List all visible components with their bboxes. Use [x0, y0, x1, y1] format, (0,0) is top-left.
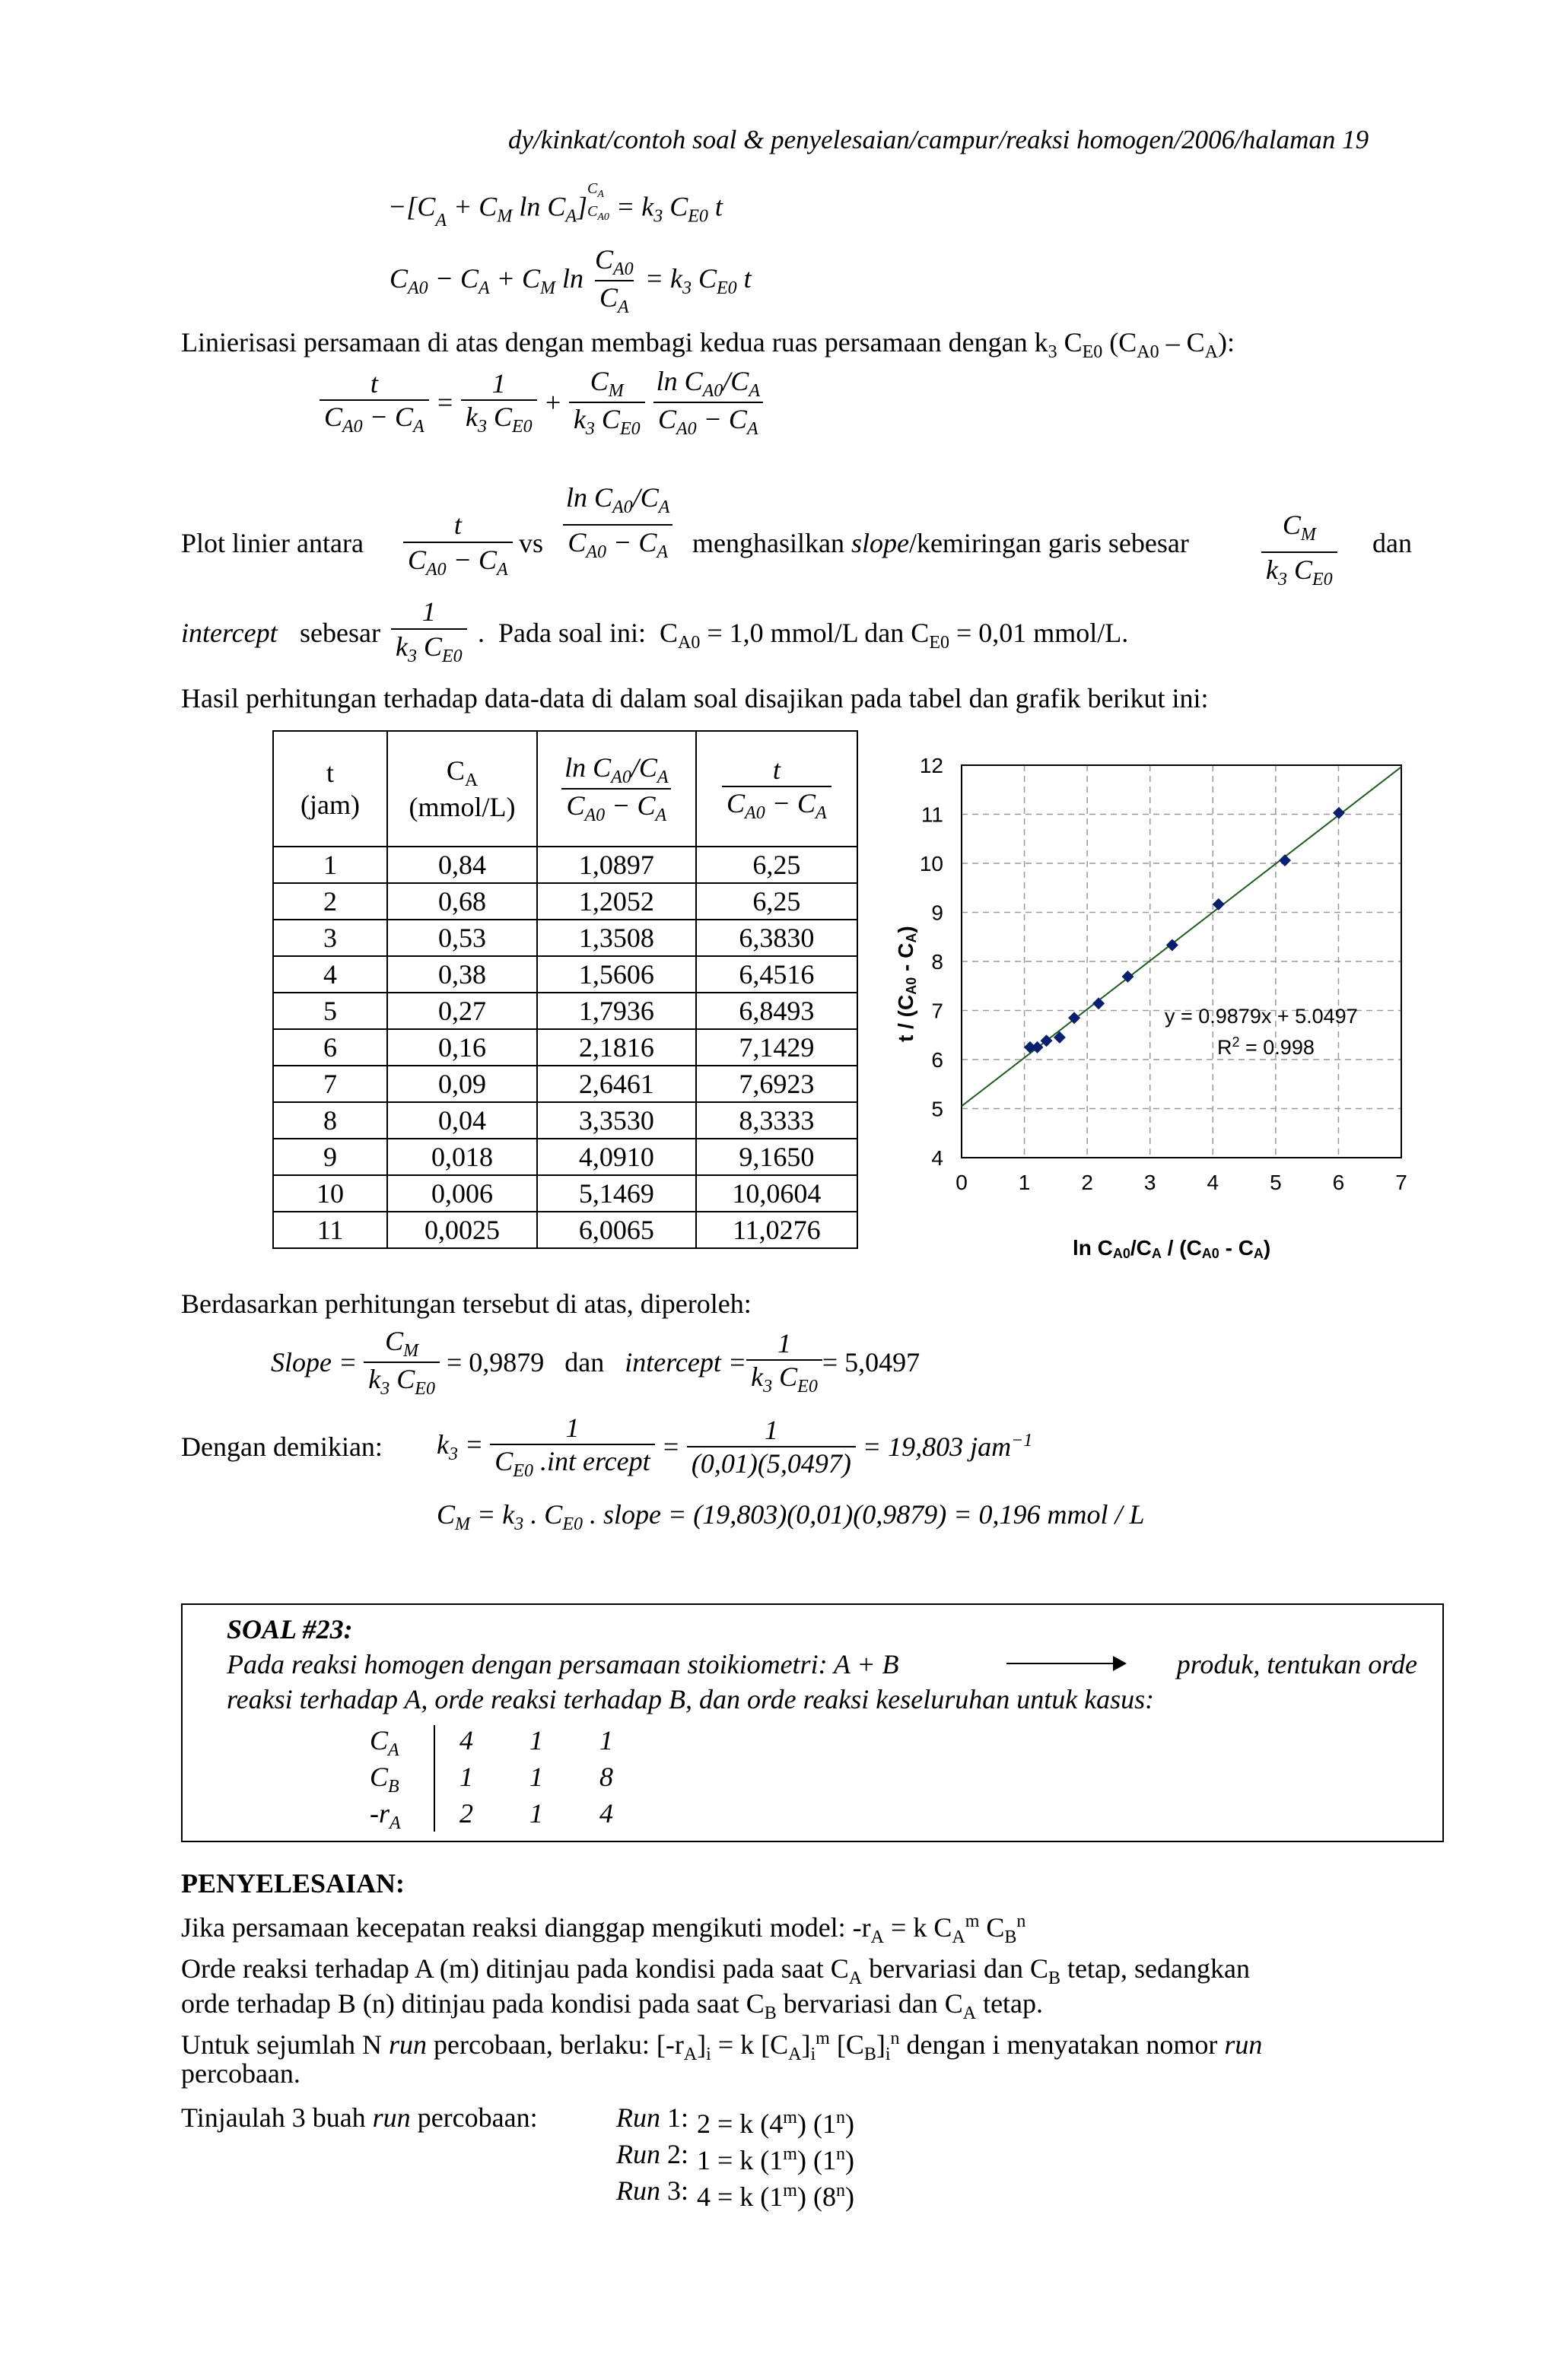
equation-2: $C_{A0} - C_A + C_M$ ln $\frac{C_{A0}}{C_A}$ = $k_3$ $C_{E0}$ t: [390, 244, 752, 318]
header-ln: $\frac{\ln C_{A0}/C_A}{C_{A0} - C_A}$: [537, 731, 696, 847]
table-cell: 1: [273, 847, 387, 883]
run-line: Run 1: 2 = k (4$^m$) (1$^n$): [616, 2102, 854, 2139]
table-cell: 1,5606: [537, 956, 696, 993]
soal-row-label: $-r_A$: [370, 1798, 401, 1834]
table-cell: 6,4516: [696, 956, 857, 993]
table-cell: 5,1469: [537, 1175, 696, 1212]
table-cell: 7,6923: [696, 1066, 857, 1102]
table-cell: 1,2052: [537, 883, 696, 920]
table-cell: 0,0025: [387, 1212, 537, 1248]
table-cell: 1,7936: [537, 993, 696, 1029]
table-row: [273, 1029, 857, 1066]
table-cell: 11,0276: [696, 1212, 857, 1248]
table-cell: 6,3830: [696, 920, 857, 956]
table-cell: 10: [273, 1175, 387, 1212]
chart-grid: [962, 765, 1401, 1158]
table-row: [273, 1175, 857, 1212]
run-list: [616, 2101, 936, 2210]
soal-value: 1: [529, 1798, 543, 1829]
penyelesaian-p6: Tinjaulah 3 buah run percobaan:: [181, 2102, 538, 2133]
table-cell: 0,84: [387, 847, 537, 883]
table-row: [273, 920, 857, 956]
x-tick-label: 3: [1143, 1171, 1156, 1194]
slope-intercept-equation: Slope = $\frac{C_M}{k_3 C_{E0}}$ = 0,9879 dan intercept = $\frac{1}{k_3 C_{E0}}$ = 5,0497: [271, 1326, 920, 1400]
table-cell: 0,53: [387, 920, 537, 956]
table-cell: 3: [273, 920, 387, 956]
table-row: [273, 847, 857, 883]
table-cell: 0,09: [387, 1066, 537, 1102]
soal-value: 4: [459, 1725, 473, 1756]
intercept-text: intercept sebesar $\frac{1}{k_3 C_{E0}}$ . Pada soal ini: $C_{A0} = 1,0$ mmol/L dan $C_{E0} = 0,01$ mmol/L.: [181, 595, 1413, 678]
penyelesaian-title: PENYELESAIAN:: [181, 1868, 405, 1899]
equation-linearized: $\frac{t}{C_{A0} - C_A}$ = $\frac{1}{k_3 C_{E0}}$ + $\frac{C_M}{k_3 C_{E0}}$ $\frac{\ln C_{A0}/C_A}{C_{A0} - C_A}$: [320, 365, 765, 440]
table-cell: 1,3508: [537, 920, 696, 956]
penyelesaian-p1: Jika persamaan kecepatan reaksi dianggap mengikuti model: $-r_A = k$ $C_A^m$ $C_B^n$: [181, 1911, 1026, 1948]
table-cell: 11: [273, 1212, 387, 1248]
soal-row: [370, 1797, 644, 1833]
table-cell: 0,16: [387, 1029, 537, 1066]
data-point: [1333, 807, 1345, 819]
table-cell: 6,8493: [696, 993, 857, 1029]
y-tick-label: 11: [920, 802, 943, 827]
x-tick-label: 5: [1270, 1171, 1282, 1194]
y-tick-label: 7: [931, 999, 943, 1023]
table-cell: 4: [273, 956, 387, 993]
penyelesaian-p3: orde terhadap B (n) ditinjau pada kondisi pada saat $C_B$ bervariasi dan $C_A$ tetap.: [181, 1988, 1044, 2024]
table-cell: 2,1816: [537, 1029, 696, 1066]
soal-value: 1: [529, 1762, 543, 1792]
hasil-text: Hasil perhitungan terhadap data-data di dalam soal disajikan pada tabel dan grafik berikut ini:: [181, 683, 1209, 713]
table-cell: 0,018: [387, 1139, 537, 1175]
table-cell: 2,6461: [537, 1066, 696, 1102]
soal-data-table: [370, 1724, 644, 1838]
soal-row-label: $C_A$: [370, 1725, 399, 1761]
table-cell: 6,0065: [537, 1212, 696, 1248]
soal-value: 1: [459, 1762, 473, 1792]
table-cell: 6,25: [696, 883, 857, 920]
soal-row: [370, 1724, 644, 1760]
table-cell: 6: [273, 1029, 387, 1066]
table-cell: 3,3530: [537, 1102, 696, 1139]
data-point: [1092, 997, 1105, 1009]
table-cell: 6,25: [696, 847, 857, 883]
table-cell: 9,1650: [696, 1139, 857, 1175]
table-cell: 2: [273, 883, 387, 920]
header-t: t (jam): [273, 731, 387, 847]
soal-row-label: $C_B$: [370, 1762, 399, 1797]
table-cell: 0,04: [387, 1102, 537, 1139]
table-row: [273, 993, 857, 1029]
x-tick-label: 1: [1018, 1171, 1031, 1194]
plot-text: Plot linier antara $\frac{t}{C_{A0} - C_A}$ vs $\frac{\ln C_{A0}/C_A}{C_{A0} - C_A}$ menghasilkan slope/kemiringan garis sebesar $\frac{C_M}{k_3 C_{E0}}$ dan: [181, 481, 1413, 595]
soal-value: 2: [459, 1798, 473, 1829]
table-row: [273, 1139, 857, 1175]
data-point: [1279, 854, 1291, 866]
x-tick-label: 7: [1395, 1171, 1407, 1194]
table-cell: 0,006: [387, 1175, 537, 1212]
r-squared: $R^2 = 0.998$: [1217, 1034, 1315, 1059]
x-tick-label: 4: [1207, 1171, 1219, 1194]
y-tick-label: 6: [931, 1048, 943, 1072]
table-cell: 4,0910: [537, 1139, 696, 1175]
page-header: dy/kinkat/contoh soal & penyelesaian/campur/reaksi homogen/2006/halaman 19: [508, 125, 1369, 154]
y-tick-labels: [920, 754, 943, 1170]
table-cell: 9: [273, 1139, 387, 1175]
table-row: [273, 1066, 857, 1102]
table-cell: 0,68: [387, 883, 537, 920]
soal-value: 8: [599, 1762, 613, 1792]
table-cell: 1,0897: [537, 847, 696, 883]
data-table: [272, 730, 858, 1249]
y-tick-label: 5: [931, 1097, 943, 1121]
table-cell: 0,27: [387, 993, 537, 1029]
soal-value: 1: [599, 1725, 613, 1756]
dengan-text: Dengan demikian:: [181, 1431, 383, 1462]
penyelesaian-p5: percobaan.: [181, 2058, 300, 2089]
k3-equation: $k_3$ = $\frac{1}{C_{E0} .int ercept}$ = $\frac{1}{(0,01)(5,0497)}$ = 19,803 jam$^{-1}$: [437, 1412, 1033, 1482]
trendline: [962, 767, 1401, 1106]
table-cell: 7,1429: [696, 1029, 857, 1066]
table-row: [273, 1212, 857, 1248]
table-row: [273, 956, 857, 993]
y-tick-label: 10: [919, 852, 943, 875]
table-cell: 7: [273, 1066, 387, 1102]
table-row: [273, 883, 857, 920]
soal-line-1: Pada reaksi homogen dengan persamaan stoikiometri: A + B produk, tentukan orde: [227, 1649, 1417, 1679]
run-line: Run 2: 1 = k (1$^m$) (1$^n$): [616, 2139, 854, 2175]
y-tick-label: 9: [931, 901, 943, 925]
soal-value: 4: [599, 1798, 613, 1829]
x-tick-label: 6: [1332, 1171, 1345, 1194]
trendline-equation: y = 0.9879x + 5.0497: [1165, 1005, 1358, 1028]
y-tick-label: 4: [931, 1146, 943, 1170]
run-line: Run 3: 4 = k (1$^m$) (8$^n$): [616, 2175, 854, 2212]
table-cell: 0,38: [387, 956, 537, 993]
berdasarkan-text: Berdasarkan perhitungan tersebut di atas, diperoleh:: [181, 1289, 752, 1319]
header-t-ratio: $\frac{t}{C_{A0} - C_A}$: [696, 731, 857, 847]
soal-line-2: reaksi terhadap A, orde reaksi terhadap B, dan orde reaksi keseluruhan untuk kasus:: [227, 1684, 1155, 1714]
data-point: [1213, 898, 1225, 910]
x-axis-label: ln CA0/CA / (CA0 - CA): [1073, 1236, 1271, 1261]
linearization-text: Linierisasi persamaan di atas dengan membagi kedua ruas persamaan dengan $k_3$ $C_{E0}$ $(C_{A0} - C_A)$:: [181, 327, 1235, 363]
x-tick-labels: [955, 1171, 1407, 1194]
x-tick-label: 0: [955, 1171, 968, 1194]
reaction-arrow: [1006, 1663, 1121, 1664]
y-tick-label: 8: [931, 950, 943, 974]
table-cell: 10,0604: [696, 1175, 857, 1212]
table-row: [273, 1102, 857, 1139]
soal-title: SOAL #23:: [227, 1614, 353, 1644]
penyelesaian-p2: Orde reaksi terhadap A (m) ditinjau pada kondisi pada saat $C_A$ bervariasi dan $C_B$ tetap, sedangkan: [181, 1953, 1250, 1989]
soal-value: 1: [529, 1725, 543, 1756]
scatter-chart: [882, 738, 1430, 1270]
soal-row: [370, 1760, 644, 1797]
x-tick-label: 2: [1081, 1171, 1093, 1194]
header-ca: $C_A$ (mmol/L): [387, 731, 537, 847]
penyelesaian-p4: Untuk sejumlah N run percobaan, berlaku: $[-r_A]_i = k$ $[C_A]_i^m$ $[C_B]_i^n$ dengan i menyatakan nomor run: [181, 2029, 1263, 2065]
cm-equation: $C_M = k_3$ . $C_{E0}$ . slope = (19,803)(0,01)(0,9879) = 0,196 mmol / L: [437, 1499, 1145, 1535]
equation-1: $-[C_A + C_M$ $\ln C_A]C_A$ $C_{A0} = k_3$ $C_{E0}$ t: [388, 180, 723, 231]
table-cell: 8,3333: [696, 1102, 857, 1139]
table-cell: 8: [273, 1102, 387, 1139]
y-tick-label: 12: [919, 754, 943, 777]
table-cell: 5: [273, 993, 387, 1029]
y-axis-label: t / (CA0 - CA): [894, 926, 919, 1042]
